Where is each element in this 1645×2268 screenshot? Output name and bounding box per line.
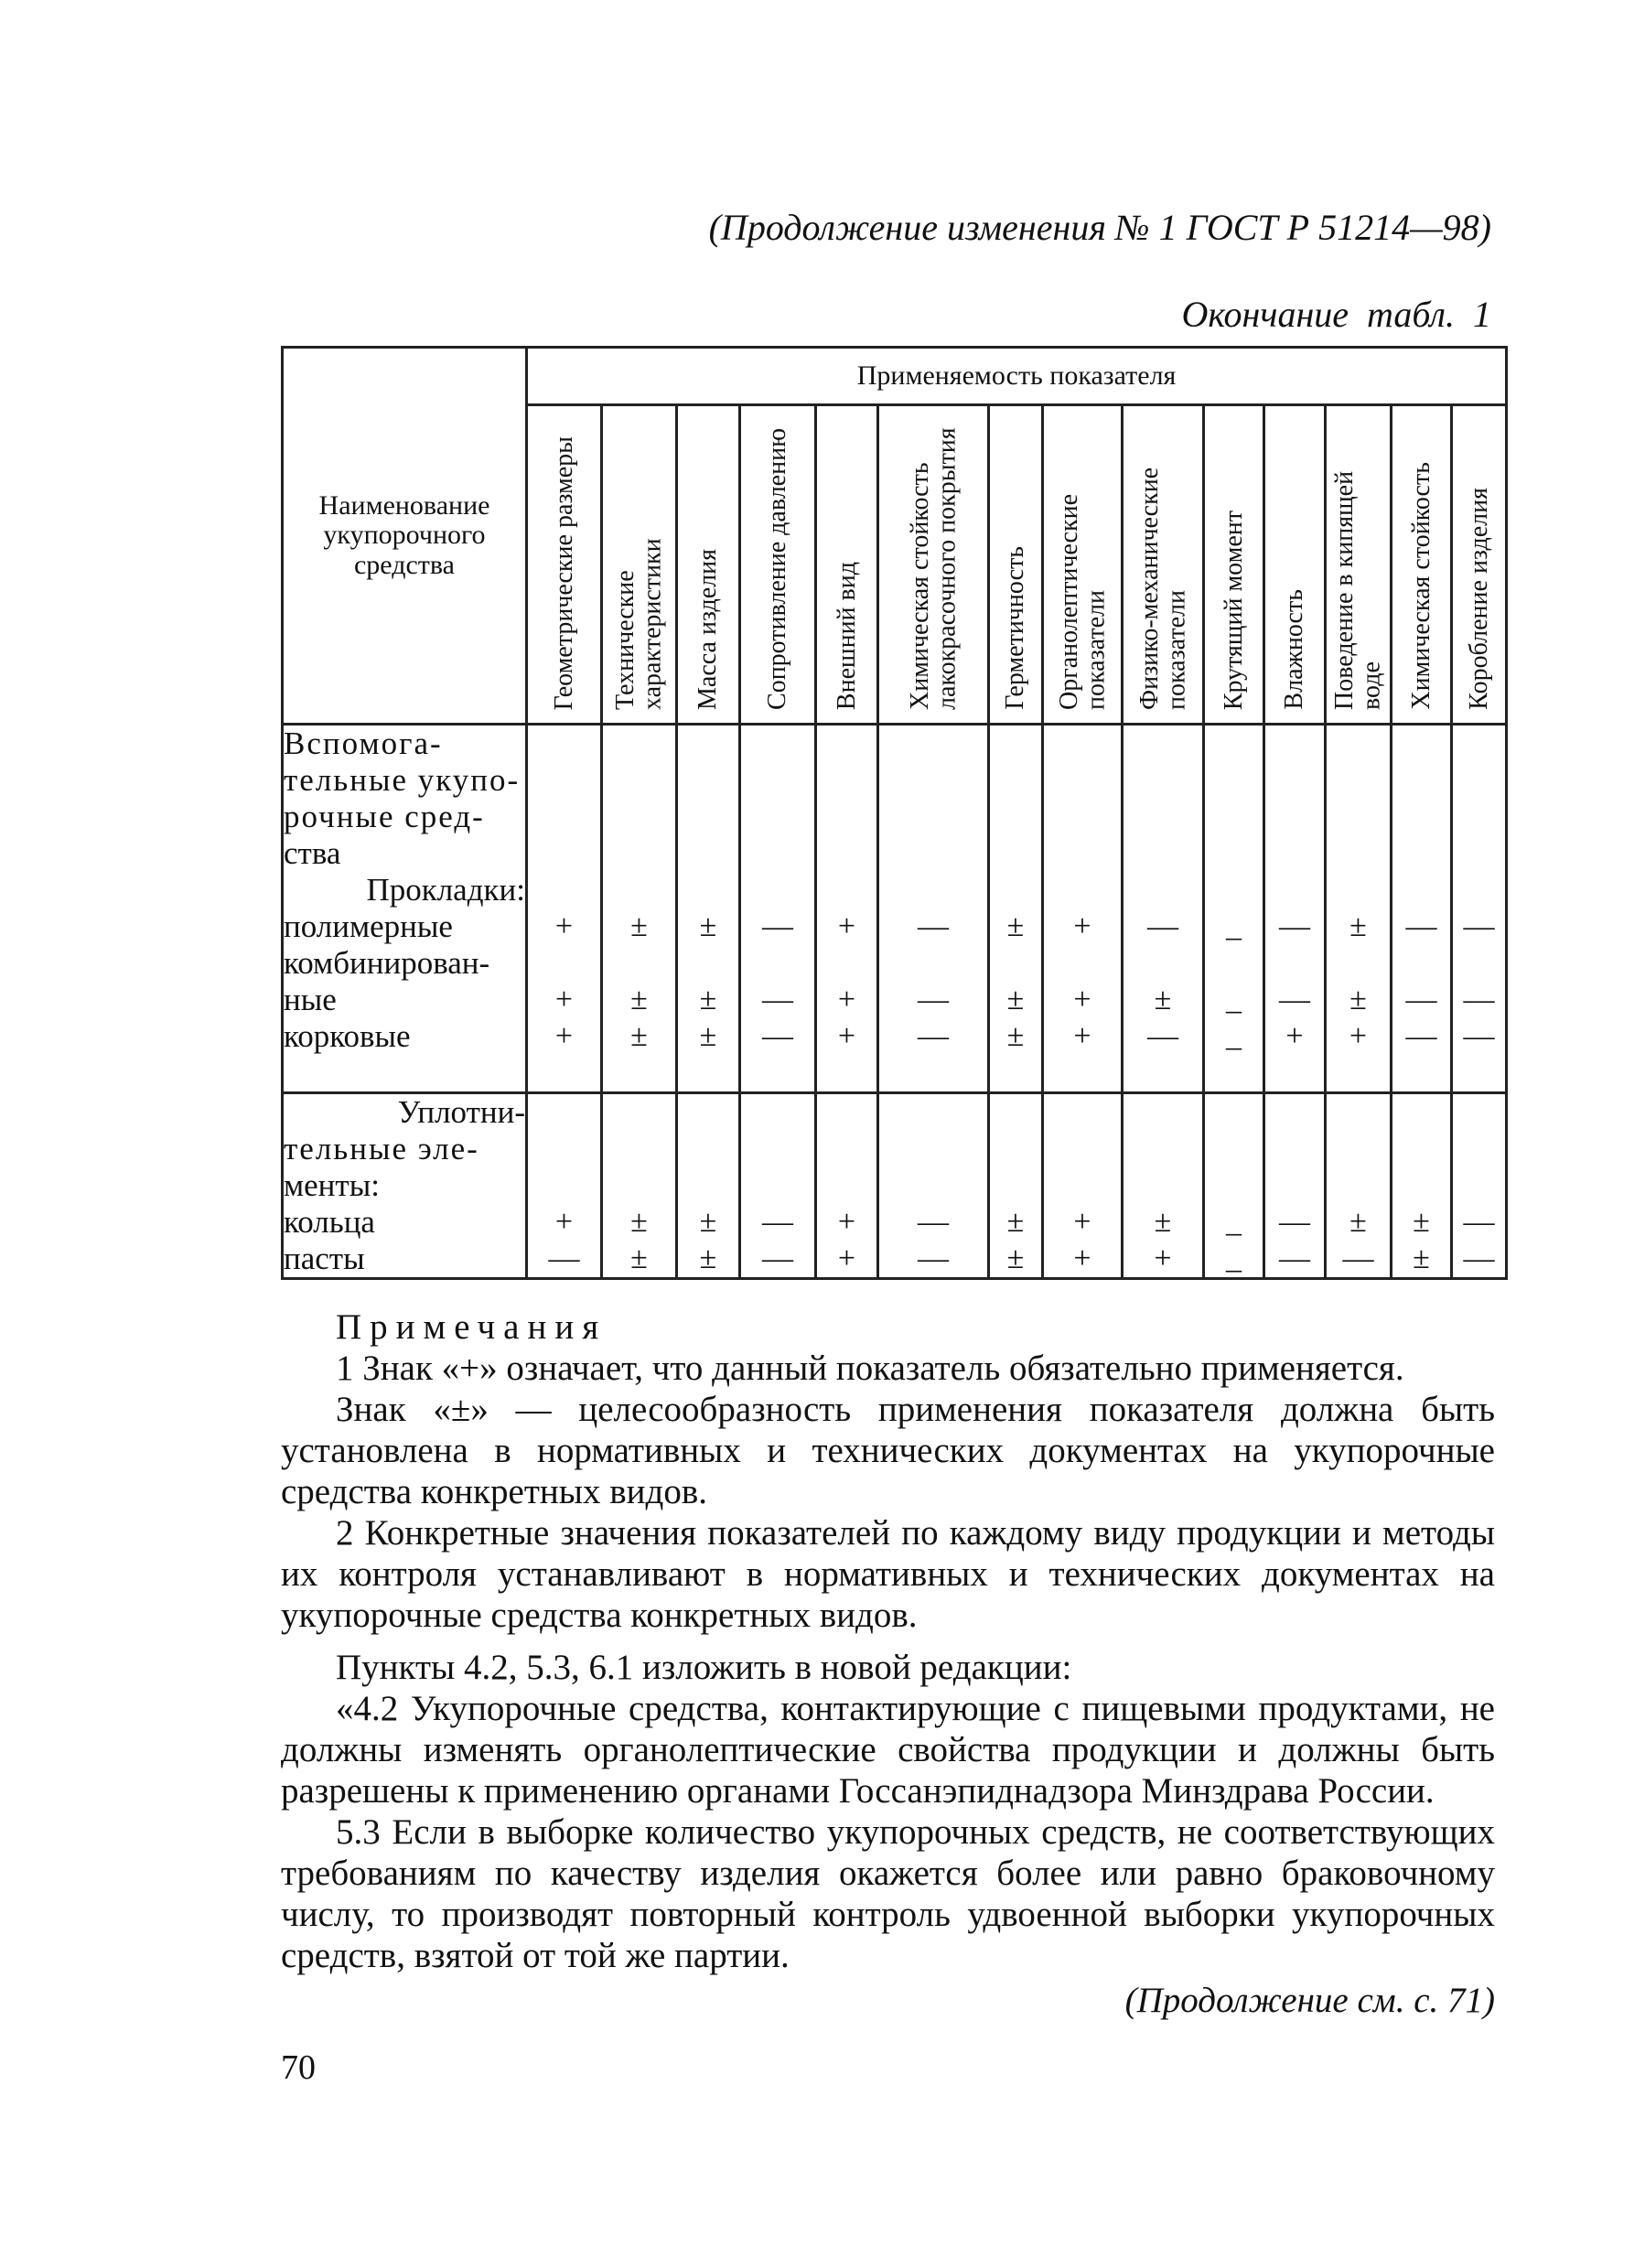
mark: —	[1147, 909, 1178, 943]
mark: —	[1279, 1205, 1310, 1239]
column-header: Химическая стойкость	[1392, 405, 1452, 725]
mark: —	[1405, 983, 1437, 1016]
mark: —	[1147, 1019, 1178, 1053]
notes-block	[281, 1306, 1495, 2021]
mark: ±	[630, 983, 648, 1016]
mark-cell	[816, 725, 878, 1093]
table-section-auxiliary	[283, 725, 1507, 1093]
column-header: Технические характеристики	[602, 405, 677, 725]
section-title: рочные сред-	[284, 799, 485, 834]
mark-cell	[1123, 725, 1204, 1093]
mark: +	[554, 1205, 574, 1239]
mark-cell	[740, 1093, 816, 1279]
mark: ±	[630, 1241, 648, 1275]
mark-cell	[602, 725, 677, 1093]
mark: ±	[1349, 1205, 1367, 1239]
column-header: Геометрические размеры	[527, 405, 602, 725]
section-title: тельные укупо-	[284, 762, 521, 798]
mark: ±	[699, 909, 717, 943]
mark: +	[1073, 1019, 1091, 1053]
mark: +	[1073, 983, 1091, 1016]
mark-cell	[1326, 1093, 1392, 1279]
mark-cell	[1264, 725, 1326, 1093]
note-paragraph: 2 Конкретные значения показателей по каждому виду продукции и методы их контроля устанавливают в нормативных и технических документах на укупорочные средства конкретных видов.	[281, 1513, 1495, 1635]
mark: —	[1463, 909, 1495, 943]
continuation-note: (Продолжение см. с. 71)	[1124, 1981, 1495, 2020]
mark: —	[918, 1019, 949, 1053]
note-paragraph: 1 Знак «+» означает, что данный показатель обязательно применяется.	[336, 1349, 1404, 1388]
mark: +	[1073, 1205, 1091, 1239]
mark: —	[918, 1205, 949, 1239]
mark-cell	[1392, 1093, 1452, 1279]
mark-cell	[1204, 1093, 1264, 1279]
mark: +	[554, 909, 574, 943]
column-header: Крутящий момент	[1204, 405, 1264, 725]
section-title: менты:	[284, 1167, 380, 1203]
mark: ±	[699, 983, 717, 1016]
mark: —	[918, 909, 949, 943]
mark: +	[1073, 909, 1091, 943]
mark: ±	[1154, 983, 1172, 1016]
mark: ±	[1006, 983, 1025, 1016]
mark: ±	[1413, 1205, 1430, 1239]
mark: ±	[630, 1019, 648, 1053]
mark: ±	[1349, 983, 1367, 1016]
section-subtitle: Прокладки:	[366, 872, 525, 908]
body-paragraph: 5.3 Если в выборке количество укупорочных средств, не соответствующих требованиям по качеству изделия окажется более или равно браковочному числу, то производят повторный контроль удвоенной выборки укупорочных средств, взятой от той же партии.	[281, 1812, 1495, 1975]
body-paragraph: «4.2 Укупорочные средства, контактирующие с пищевыми продуктами, не должны изменять органолептические свойства продукции и должны быть разрешены к применению органами Госсанэпиднадзора Минздрава России.	[281, 1689, 1495, 1811]
column-header: Органолептические показатели	[1043, 405, 1123, 725]
mark: —	[762, 1241, 793, 1275]
row-name: корковые	[284, 1018, 411, 1054]
mark: —	[1279, 1241, 1310, 1275]
column-header: Сопротивление давлению	[740, 405, 816, 725]
mark: +	[837, 1205, 856, 1239]
mark: ±	[1006, 909, 1025, 943]
row-names-cell	[283, 725, 527, 1093]
mark: +	[1154, 1241, 1172, 1275]
mark: +	[837, 909, 856, 943]
mark-cell	[602, 1093, 677, 1279]
column-header: Коробление изделия	[1452, 405, 1507, 725]
mark-cell	[677, 725, 740, 1093]
notes-title: Примечания	[336, 1307, 607, 1347]
column-header: Химическая стойкость лакокрасочного покрытия	[878, 405, 989, 725]
mark: —	[1463, 983, 1495, 1016]
mark: ±	[699, 1205, 717, 1239]
page-header: (Продолжение изменения № 1 ГОСТ Р 51214—98)	[708, 207, 1491, 248]
mark: ±	[1413, 1241, 1430, 1275]
mark: _	[1226, 1205, 1242, 1239]
mark: +	[837, 1241, 856, 1275]
mark: +	[837, 983, 856, 1016]
row-name: полимерные	[284, 908, 453, 944]
mark: +	[1285, 1019, 1304, 1053]
table-section-sealing	[283, 1093, 1507, 1279]
column-header: Масса изделия	[677, 405, 740, 725]
column-header: Поведение в кипящей воде	[1326, 405, 1392, 725]
mark: +	[554, 1019, 574, 1053]
mark: +	[837, 1019, 856, 1053]
mark: _	[1226, 1241, 1242, 1275]
mark-cell	[1452, 1093, 1507, 1279]
mark-cell	[527, 725, 602, 1093]
mark: —	[548, 1241, 580, 1275]
applicability-table	[281, 346, 1508, 1280]
mark-cell	[878, 725, 989, 1093]
mark-cell	[1123, 1093, 1204, 1279]
mark: —	[1279, 909, 1310, 943]
mark: _	[1226, 909, 1242, 943]
section-title: тельные эле-	[284, 1131, 479, 1166]
mark: —	[1463, 1241, 1495, 1275]
mark: —	[762, 909, 793, 943]
mark: ±	[630, 909, 648, 943]
row-name: ные	[284, 982, 337, 1017]
mark-cell	[816, 1093, 878, 1279]
note-paragraph: Знак «±» — целесообразность применения показателя должна быть установлена в нормативных и технических документах на укупорочные средства конкретных видов.	[281, 1390, 1495, 1511]
mark: —	[918, 983, 949, 1016]
mark-cell	[1326, 725, 1392, 1093]
mark: —	[762, 1019, 793, 1053]
mark: —	[1463, 1205, 1495, 1239]
row-name: комбинирован-	[284, 945, 490, 981]
mark-cell	[1452, 725, 1507, 1093]
page-number: 70	[281, 2048, 316, 2087]
column-header: Герметичность	[989, 405, 1043, 725]
mark: —	[1405, 909, 1437, 943]
mark: —	[1463, 1019, 1495, 1053]
section-title: Уплотни-	[397, 1094, 525, 1130]
section-title: Вспомога-	[284, 726, 443, 761]
mark: ±	[630, 1205, 648, 1239]
mark: —	[918, 1241, 949, 1275]
mark: ±	[1349, 909, 1367, 943]
mark: ±	[699, 1019, 717, 1053]
mark: _	[1226, 1019, 1242, 1053]
mark: +	[554, 983, 574, 1016]
mark-cell	[740, 725, 816, 1093]
mark: —	[762, 1205, 793, 1239]
mark: —	[762, 983, 793, 1016]
mark: ±	[1006, 1205, 1025, 1239]
mark-cell	[527, 1093, 602, 1279]
mark-cell	[1043, 1093, 1123, 1279]
mark: ±	[1006, 1241, 1025, 1275]
section-title: ства	[284, 835, 341, 871]
row-name: пасты	[284, 1241, 365, 1276]
mark-cell	[1204, 725, 1264, 1093]
body-paragraph: Пункты 4.2, 5.3, 6.1 изложить в новой редакции:	[336, 1648, 1072, 1687]
mark: —	[1342, 1241, 1374, 1275]
column-header: Физико-механические показатели	[1123, 405, 1204, 725]
mark: —	[1405, 1019, 1437, 1053]
mark: _	[1226, 983, 1242, 1016]
column-header: Влажность	[1264, 405, 1326, 725]
mark: +	[1073, 1241, 1091, 1275]
mark-cell	[1043, 725, 1123, 1093]
row-name: кольца	[284, 1204, 375, 1240]
name-column-header: Наименование укупорочного средства	[283, 348, 527, 725]
mark: ±	[1154, 1205, 1172, 1239]
mark: —	[1279, 983, 1310, 1016]
mark-cell	[1392, 725, 1452, 1093]
mark: ±	[1006, 1019, 1025, 1053]
column-header: Внешний вид	[816, 405, 878, 725]
mark-cell	[989, 1093, 1043, 1279]
row-names-cell	[283, 1093, 527, 1279]
mark: ±	[699, 1241, 717, 1275]
mark-cell	[989, 725, 1043, 1093]
mark-cell	[677, 1093, 740, 1279]
table-caption: Окончание табл. 1	[1181, 294, 1491, 335]
mark-cell	[878, 1093, 989, 1279]
mark: +	[1349, 1019, 1368, 1053]
mark-cell	[1264, 1093, 1326, 1279]
applicability-group-header: Применяемость показателя	[527, 348, 1507, 405]
